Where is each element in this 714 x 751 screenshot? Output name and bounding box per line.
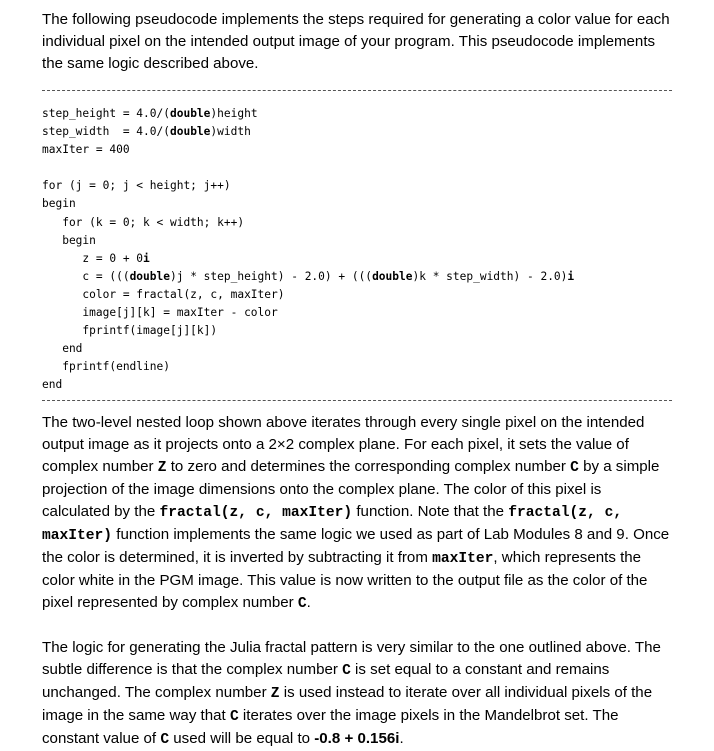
code-line: color = fractal(z, c, maxIter) — [42, 287, 285, 301]
code-line: fprintf(endline) — [42, 360, 170, 374]
c-variable: C — [229, 708, 239, 725]
c-variable: C — [297, 595, 307, 612]
pseudocode-block — [42, 105, 672, 395]
code-line: image[j][k] = maxIter - color — [42, 306, 278, 320]
code-line: for (k = 0; k < width; k++) — [42, 215, 245, 229]
code-line: maxIter = 400 — [42, 143, 130, 157]
separator-top — [42, 90, 672, 91]
code-line: fprintf(image[j][k]) — [42, 324, 218, 338]
code-line: for (j = 0; j < height; j++) — [42, 179, 231, 193]
code-line: step_width = 4.0/(double)width — [42, 125, 251, 139]
fractal-function: fractal(z, c, maxIter) — [159, 504, 353, 521]
code-line: end — [42, 378, 63, 392]
code-line: begin — [42, 233, 96, 247]
separator-bottom — [42, 400, 672, 401]
intro-paragraph: The following pseudocode implements the steps required for generating a color value for each individual pixel on the intended output image of your program. This pseudocode implements the same logic described above. — [42, 11, 670, 72]
code-line: begin — [42, 197, 76, 211]
z-variable: Z — [157, 459, 167, 476]
code-line: step_height = 4.0/(double)height — [42, 107, 258, 120]
fractal-function: fractal(z, c, maxIter) — [42, 504, 623, 544]
document-page — [42, 9, 672, 751]
maxiter-variable: maxIter — [432, 550, 494, 567]
z-variable: Z — [270, 685, 280, 702]
code-line — [42, 159, 672, 177]
julia-paragraph: The logic for generating the Julia fractal pattern is very similar to the one outlined above. The subtle difference is that the complex number C is set equal to a constant and remains unchanged. The complex number Z is used instead to iterate over all individual pixels of the image in the same way that C iterates over the image pixels in the Mandelbrot set. The constant value of C used will be equal to -0.8 + 0.156i. — [42, 638, 661, 748]
c-variable: C — [570, 459, 579, 476]
c-variable: C — [160, 731, 170, 748]
explanation-paragraph: The two-level nested loop shown above iterates through every single pixel on the intended output image as it projects onto a 2×2 complex plane. For each pixel, it sets the value of complex number Z to zero and determines the corresponding complex number C by a simple projection of the image dimensions onto the complex plane. The color of this pixel is calculated by the fractal(z, c, maxIter) function. Note that the fractal(z, c, maxIter) function implements the same logic we used as part of Lab Modules 8 and 9. Once the color is determined, it is inverted by subtracting it from maxIter, which represents the color white in the PGM image. This value is now written to the output file as the color of the pixel represented by complex number C. — [42, 413, 670, 612]
constant-value: -0.8 + 0.156i — [314, 729, 400, 747]
c-variable: C — [342, 662, 351, 679]
code-line: z = 0 + 0i — [42, 251, 150, 265]
code-line: c = (((double)j * step_height) - 2.0) + (((double)k * step_width) - 2.0)i — [42, 269, 575, 283]
code-line: end — [42, 342, 83, 356]
